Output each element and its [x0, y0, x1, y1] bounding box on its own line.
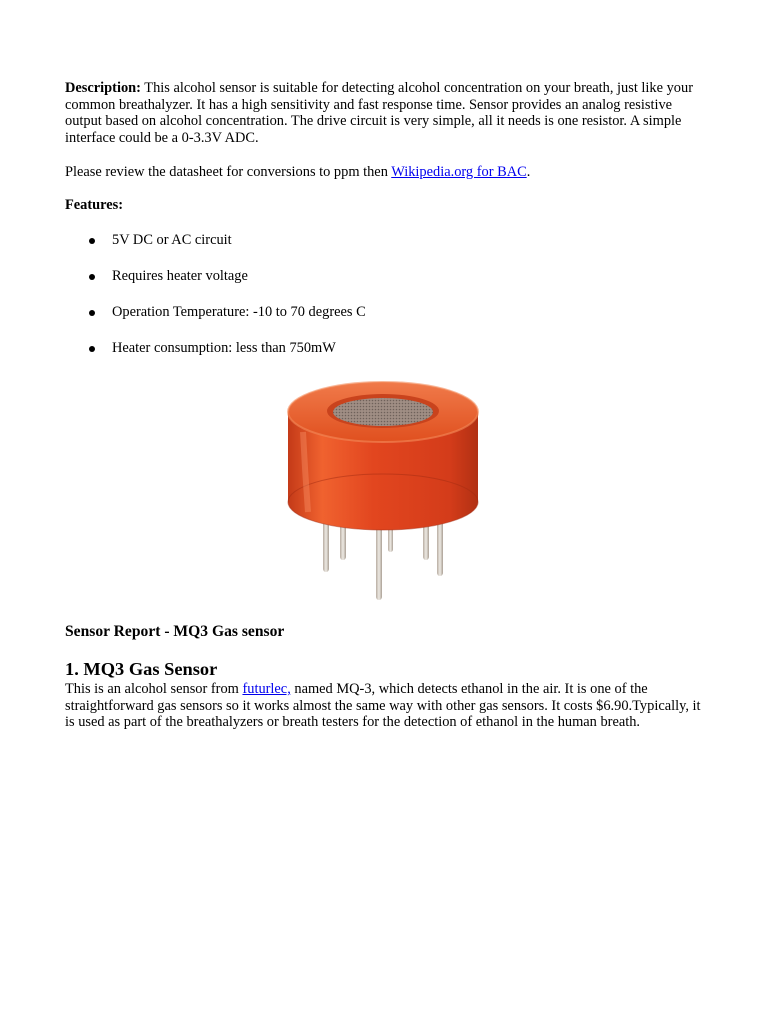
features-heading: Features:: [65, 197, 124, 213]
sensor-body: [288, 382, 478, 530]
section-text-rest: named MQ-3, which detects ethanol in the air. It is one of the straightforward gas sensors so it works almost the same way with other gas sensors. It costs $6.90.Typically, it is used as part of the breathalyzers or breath testers for the detection of ethanol in the human breath.: [65, 681, 701, 730]
datasheet-paragraph: [65, 164, 705, 181]
feature-text: Requires heater voltage: [112, 268, 248, 284]
datasheet-period: .: [526, 164, 531, 180]
datasheet-text: Please review the datasheet for conversions to ppm then: [65, 164, 392, 180]
wikipedia-bac-link[interactable]: Wikipedia.org for BAC: [391, 164, 527, 180]
feature-text: Operation Temperature: -10 to 70 degrees C: [112, 304, 366, 320]
section-heading: 1. MQ3 Gas Sensor: [65, 659, 218, 679]
bullet-icon: [89, 238, 95, 244]
section-text-start: This is an alcohol sensor from: [65, 681, 243, 697]
feature-text: 5V DC or AC circuit: [112, 232, 232, 248]
description-label: Description:: [65, 80, 141, 96]
bullet-icon: [89, 274, 95, 280]
bullet-icon: [89, 346, 95, 352]
description-text: This alcohol sensor is suitable for detecting alcohol concentration on your breath, just like your common breathalyzer. It has a high sensitivity and fast response time. Sensor provides an analog resistive output based on alcohol concentration. The drive circuit is very simple, all it needs is one resistor. A simple interface could be a 0-3.3V ADC.: [65, 80, 693, 146]
section-paragraph: [65, 681, 705, 731]
report-title: Sensor Report - MQ3 Gas sensor: [65, 623, 285, 640]
mq3-sensor-image: [263, 372, 503, 606]
feature-text: Heater consumption: less than 750mW: [112, 340, 336, 356]
futurlec-link[interactable]: futurlec,: [242, 681, 291, 697]
bullet-icon: [89, 310, 95, 316]
description-paragraph: [65, 80, 705, 146]
